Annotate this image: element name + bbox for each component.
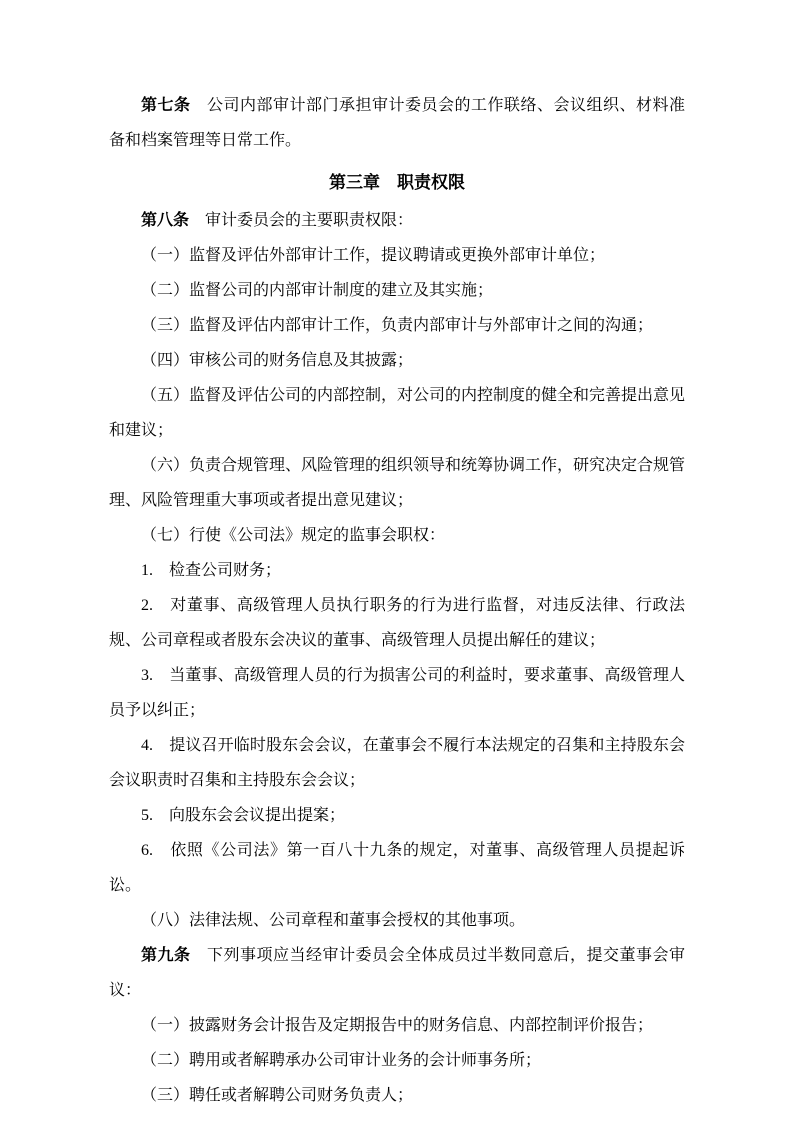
article-8-item-6: （六）负责合规管理、风险管理的组织领导和统筹协调工作，研究决定合规管理、风险管理重大事项或者提出意见建议； [109, 457, 686, 509]
article-8-item-3: （三）监督及评估内部审计工作，负责内部审计与外部审计之间的沟通； [141, 317, 654, 334]
article-8-item-7: （七）行使《公司法》规定的监事会职权： [141, 527, 446, 544]
article-7-paragraph [109, 88, 685, 158]
article-9-label: 第九条 [141, 947, 191, 964]
supervisory-power-4: 4. 提议召开临时股东会会议，在董事会不履行本法规定的召集和主持股东会会议职责时召集和主持股东会会议； [109, 737, 685, 789]
article-8-item-4: （四）审核公司的财务信息及其披露； [141, 352, 414, 369]
article-8-paragraph [109, 203, 685, 238]
article-8-text: 审计委员会的主要职责权限： [189, 212, 414, 229]
supervisory-power-2: 2. 对董事、高级管理人员执行职务的行为进行监督，对违反法律、行政法规、公司章程或者股东会决议的董事、高级管理人员提出解任的建议； [109, 597, 685, 649]
supervisory-power-1: 1. 检查公司财务； [141, 562, 282, 579]
article-8-item-8: （八）法律法规、公司章程和董事会授权的其他事项。 [141, 912, 526, 929]
article-9-paragraph [109, 938, 685, 1008]
article-9-text: 下列事项应当经审计委员会全体成员过半数同意后，提交董事会审议： [109, 947, 685, 999]
supervisory-power-5: 5. 向股东会会议提出提案； [141, 807, 346, 824]
article-8-item-2: （二）监督公司的内部审计制度的建立及其实施； [141, 282, 494, 299]
article-9-item-2: （二）聘用或者解聘承办公司审计业务的会计师事务所； [141, 1052, 542, 1069]
article-9-item-3: （三）聘任或者解聘公司财务负责人； [141, 1087, 414, 1104]
article-7-text: 公司内部审计部门承担审计委员会的工作联络、会议组织、材料准备和档案管理等日常工作。 [109, 97, 685, 149]
article-8-item-5: （五）监督及评估公司的内部控制，对公司的内控制度的健全和完善提出意见和建议； [109, 387, 686, 439]
article-8-label: 第八条 [141, 212, 190, 229]
chapter-3-heading: 第三章 职责权限 [329, 173, 465, 192]
article-7-label: 第七条 [141, 97, 191, 114]
article-9-item-1: （一）披露财务会计报告及定期报告中的财务信息、内部控制评价报告； [141, 1017, 654, 1034]
supervisory-power-6: 6. 依照《公司法》第一百八十九条的规定，对董事、高级管理人员提起诉讼。 [109, 842, 685, 894]
article-8-item-1: （一）监督及评估外部审计工作，提议聘请或更换外部审计单位； [141, 247, 606, 264]
supervisory-power-3: 3. 当董事、高级管理人员的行为损害公司的利益时，要求董事、高级管理人员予以纠正； [109, 667, 685, 719]
